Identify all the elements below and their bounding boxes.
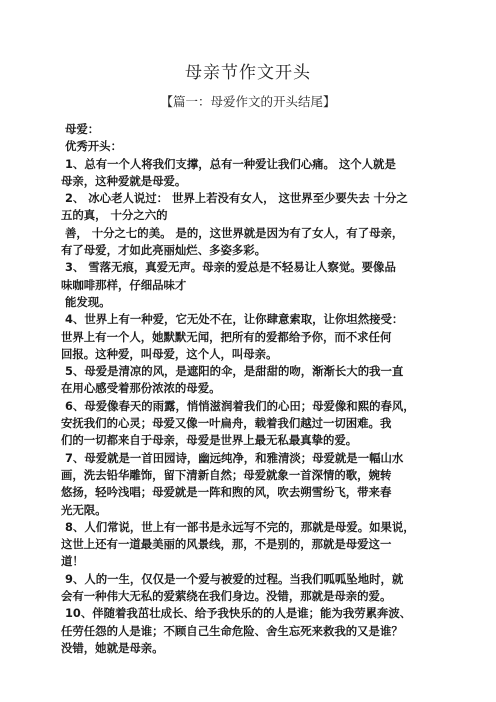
text-line: 能发现。	[65, 294, 111, 309]
text-line: 4、世界上有一种爱，它无处不在，让你肆意索取，让你坦然接受：	[65, 312, 404, 327]
text-line: 10、伴随着我茁壮成长、给予我快乐的的人是谁；能为我劳累奔波、	[65, 606, 412, 621]
text-line: 安抚我们的心灵；母爱又像一叶扁舟，载着我们越过一切困难。我	[61, 416, 392, 431]
text-line: 五的真， 十分之六的	[61, 208, 168, 223]
text-line: 2、 冰心老人说过： 世界上若没有女人， 这世界至少要失去 十分之	[65, 191, 408, 206]
text-line: 味咖啡那样，仔细品味才	[61, 277, 187, 292]
text-line: 6、母爱像春天的雨露，悄悄滋润着我们的心田；母爱像和熙的春风，	[65, 398, 415, 413]
text-line: 画，洗去铅华雕饰，留下清新自然；母爱就象一首深情的歌，婉转	[61, 467, 392, 482]
text-line: 优秀开头：	[65, 139, 122, 154]
text-line: 5、母爱是清凉的风，是遮阳的伞，是甜甜的吻，渐渐长大的我一直	[65, 364, 404, 379]
text-line: 善， 十分之七的美。 是的，这世界就是因为有了女人，有了母亲，	[65, 225, 404, 240]
text-line: 母亲，这种爱就是母爱。	[61, 173, 187, 188]
text-line: 7、母爱就是一首田园诗，幽远纯净，和雅清淡；母爱就是一幅山水	[65, 450, 404, 465]
text-line: 任劳任怨的人是谁；不顾自己生命危险、舍生忘死来救我的又是谁？	[61, 623, 403, 638]
text-line: 1、总有一个人将我们支撑，总有一种爱让我们心痛。 这个人就是	[65, 156, 396, 171]
text-line: 道！	[61, 554, 84, 569]
text-line: 母爱：	[65, 122, 100, 136]
section-heading: 【篇一：母爱作文的开头结尾】	[160, 94, 336, 109]
essay-body	[61, 121, 453, 657]
text-line: 3、 雪落无痕，真爱无声。母亲的爱总是不轻易让人察觉。要像品	[65, 260, 396, 275]
text-line: 光无限。	[61, 502, 107, 517]
text-line: 会有一种伟大无私的爱萦绕在我们身边。没错，那就是母亲的爱。	[61, 589, 392, 604]
text-line: 8、人们常说，世上有一部书是永远写不完的，那就是母爱。如果说，	[65, 519, 415, 534]
text-line: 9、人的一生，仅仅是一个爱与被爱的过程。当我们呱呱坠地时，就	[65, 571, 404, 586]
text-line: 没错，她就是母亲。	[61, 640, 164, 655]
text-line: 们的一切都来自于母亲，母爱是世界上最无私最真挚的爱。	[61, 433, 358, 448]
page-title: 母亲节作文开头	[185, 63, 311, 83]
text-line: 世界上有一个人，她默默无闻，把所有的爱都给予你，而不求任何	[61, 329, 392, 344]
text-line: 这世上还有一道最美丽的风景线，那，不是别的，那就是母爱这一	[61, 537, 392, 552]
text-line: 悠扬，轻吟浅唱；母爱就是一阵和煦的风，吹去朔雪纷飞，带来春	[61, 485, 392, 500]
text-line: 有了母爱，才如此亮丽灿烂、多姿多彩。	[61, 243, 267, 258]
text-line: 在用心感受着那份浓浓的母爱。	[61, 381, 221, 396]
text-line: 回报。这种爱，叫母爱，这个人，叫母亲。	[61, 346, 278, 361]
